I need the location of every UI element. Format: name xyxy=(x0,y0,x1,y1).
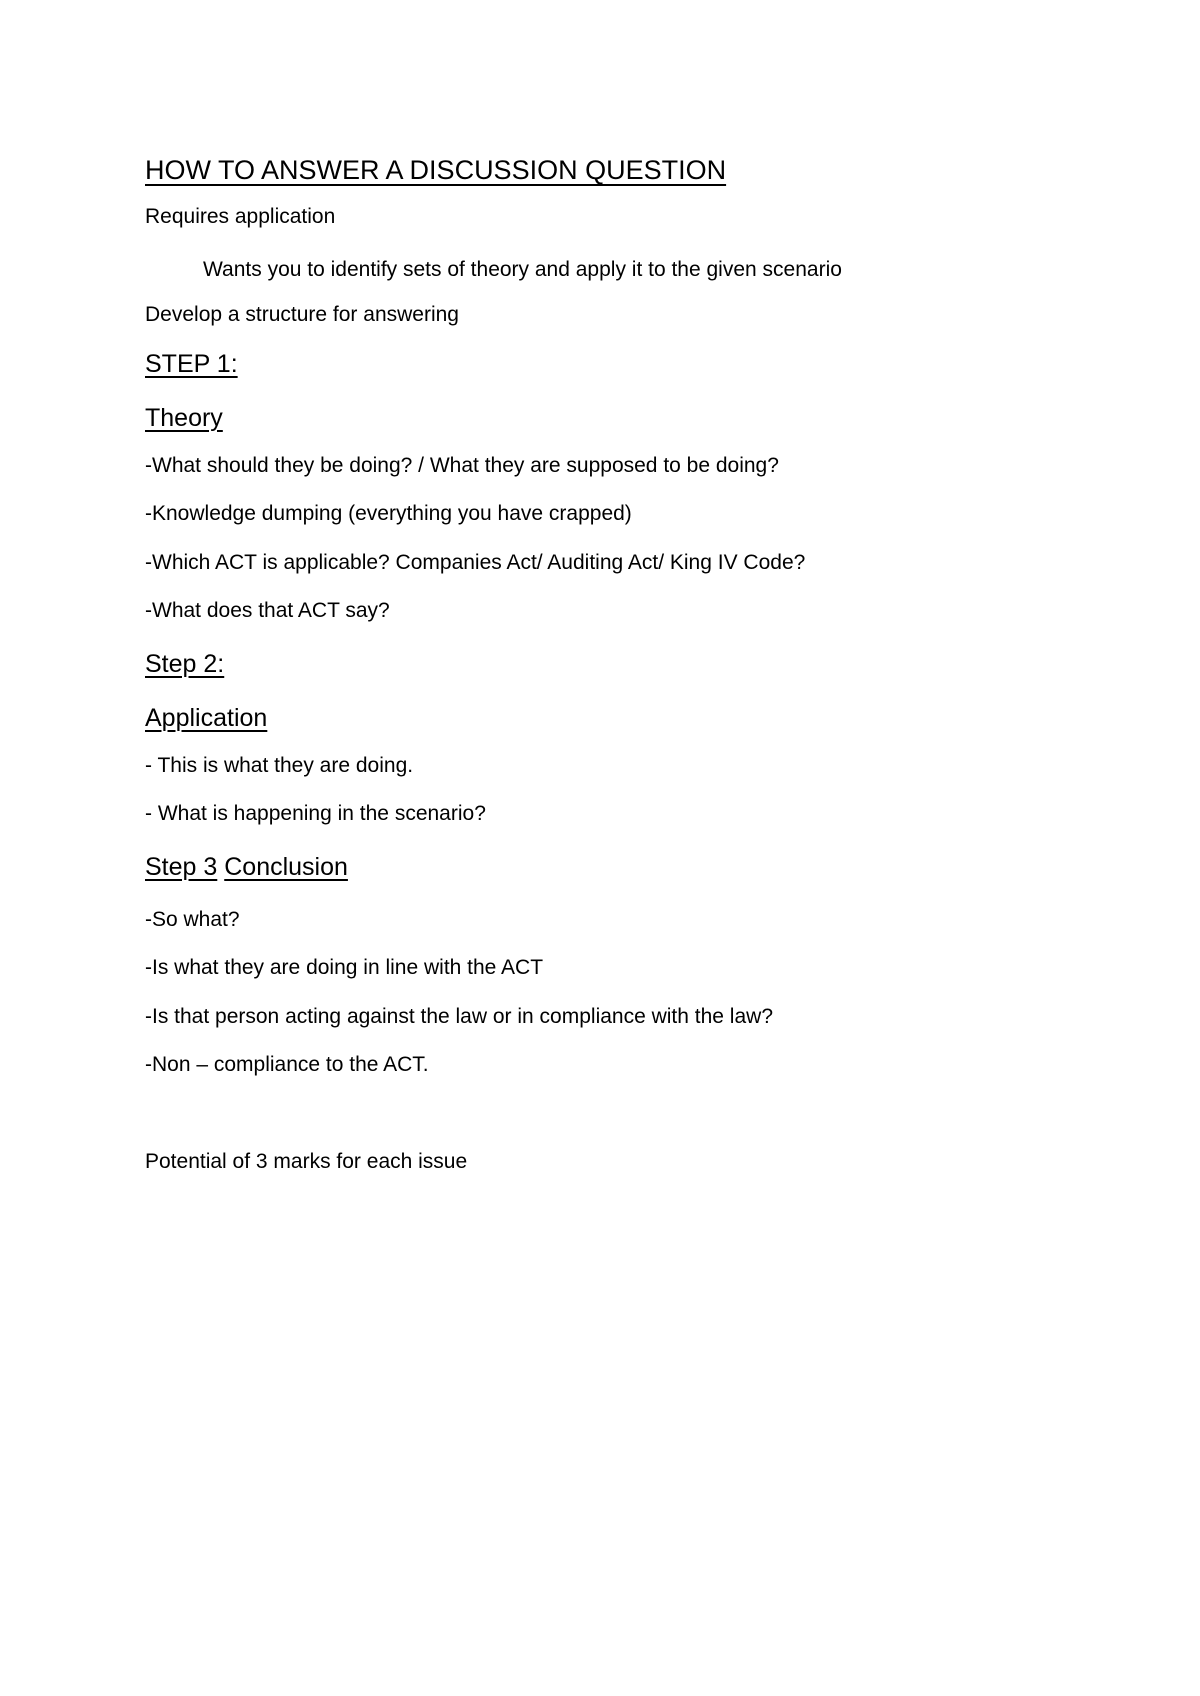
step1-item: -What does that ACT say? xyxy=(145,599,390,622)
step3-heading-line xyxy=(145,855,348,880)
step1-item: -Which ACT is applicable? Companies Act/ Auditing Act/ King IV Code? xyxy=(145,551,806,574)
page-title: HOW TO ANSWER A DISCUSSION QUESTION xyxy=(145,155,727,185)
step3-heading: Conclusion xyxy=(224,853,348,881)
step1-item: -Knowledge dumping (everything you have crapped) xyxy=(145,502,632,525)
step2-item: - What is happening in the scenario? xyxy=(145,802,486,825)
step2-item: - This is what they are doing. xyxy=(145,754,414,777)
step1-item: -What should they be doing? / What they are supposed to be doing? xyxy=(145,454,779,477)
step3-item: -Non – compliance to the ACT. xyxy=(145,1053,429,1076)
step1-label: STEP 1: xyxy=(145,350,238,378)
step3-item: -Is what they are doing in line with the ACT xyxy=(145,956,544,979)
step1-heading: Theory xyxy=(145,404,223,432)
footer-note: Potential of 3 marks for each issue xyxy=(145,1150,468,1173)
step2-heading: Application xyxy=(145,704,268,732)
step3-item: -Is that person acting against the law or in compliance with the law? xyxy=(145,1005,774,1028)
step2-label: Step 2: xyxy=(145,650,225,678)
requires-text: Requires application xyxy=(145,205,336,228)
step3-item: -So what? xyxy=(145,908,240,931)
step3-label: Step 3 xyxy=(145,853,218,881)
develop-text: Develop a structure for answering xyxy=(145,303,459,326)
wants-text: Wants you to identify sets of theory and apply it to the given scenario xyxy=(203,258,842,281)
